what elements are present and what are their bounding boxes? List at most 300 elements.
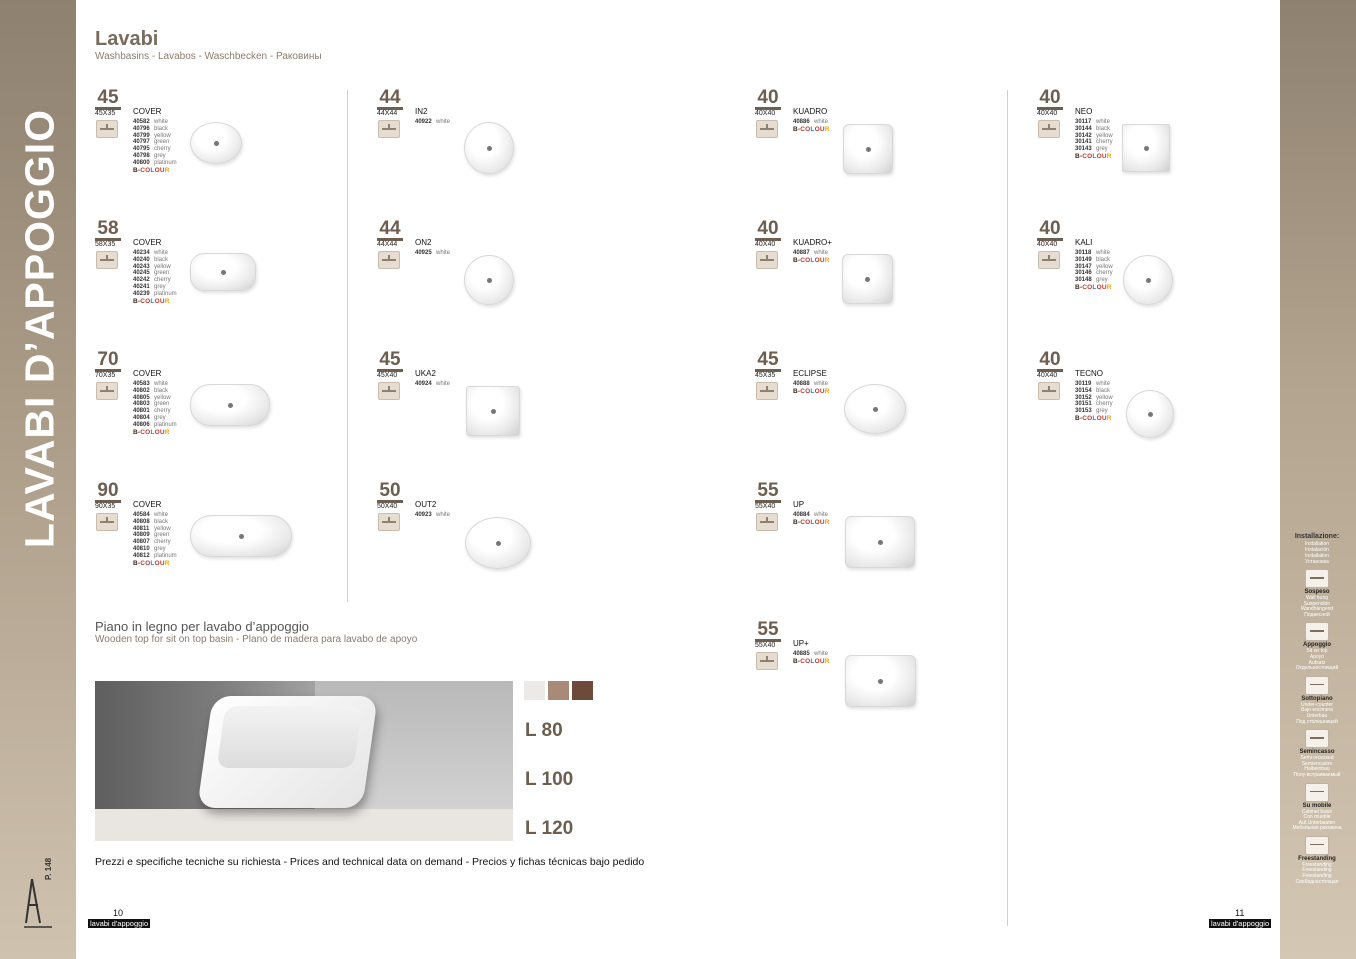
left-sidebar	[0, 0, 76, 959]
installation-subtitle-2: Installation	[1305, 553, 1329, 559]
product-code: 40887	[793, 250, 810, 256]
product-code: 40810	[133, 545, 150, 552]
color-name: white	[814, 381, 829, 387]
color-name: green	[154, 270, 170, 277]
product-code: 40801	[133, 408, 150, 415]
product-size: 40	[1037, 219, 1063, 241]
installation-type-sospeso	[1288, 569, 1346, 618]
product-dimensions: 40X40	[1037, 372, 1058, 379]
product-code: 30154	[1075, 387, 1092, 394]
product-code: 40798	[133, 152, 150, 159]
code-row	[793, 250, 830, 257]
basin-image-in2-44	[464, 122, 514, 174]
color-name: cherry	[1096, 270, 1113, 277]
page-divider	[1007, 90, 1008, 926]
code-row	[133, 408, 177, 415]
installation-name: Appoggio	[1303, 642, 1331, 649]
code-row	[1075, 126, 1113, 133]
color-name: grey	[154, 283, 166, 290]
page-number-right: 11	[1235, 908, 1245, 918]
product-name: UKA2	[415, 369, 436, 378]
footer-label-left: lavabi d'appoggio	[90, 919, 149, 928]
installation-icon	[1305, 729, 1329, 748]
product-code: 40803	[133, 401, 150, 408]
code-row	[133, 257, 177, 264]
sit-on-top-install-icon	[1038, 251, 1060, 269]
product-code: 40795	[133, 146, 150, 153]
product-codes	[415, 119, 450, 126]
product-name: KUADRO	[793, 107, 828, 116]
product-code: 40245	[133, 270, 150, 277]
product-codes	[133, 119, 177, 174]
color-name: white	[154, 512, 169, 518]
code-row	[133, 532, 177, 539]
product-dimensions: 58X35	[95, 241, 116, 248]
b-colour-logo: B-COLOUR	[1075, 283, 1112, 291]
color-name: green	[154, 401, 170, 408]
compass-logo-icon	[22, 875, 56, 931]
product-size: 55	[755, 481, 781, 503]
code-row	[133, 526, 177, 533]
wood-swatch-oak	[548, 681, 569, 700]
b-colour-logo: B-COLOUR	[1075, 152, 1112, 160]
color-name: yellow	[154, 132, 171, 139]
code-row	[1075, 133, 1113, 140]
color-name: white	[1096, 250, 1111, 256]
basin-image-cover-58	[190, 253, 256, 291]
color-name: platinum	[154, 290, 177, 297]
code-row	[133, 153, 177, 160]
product-size: 45	[377, 350, 403, 372]
color-name: grey	[1096, 146, 1108, 153]
installation-translation: Freestanding	[1302, 873, 1332, 880]
color-name: yellow	[1096, 132, 1113, 139]
product-size: 40	[755, 219, 781, 241]
installation-type-sottopiano	[1288, 676, 1346, 725]
code-row	[1075, 250, 1113, 257]
wood-top-subtitle: Wooden top for sit on top basin - Plano de madera para lavabo de apoyo	[95, 634, 418, 645]
basin-image-kuadro-40	[842, 254, 893, 304]
sit-on-top-install-icon	[378, 120, 400, 138]
installation-translation: Con mueble	[1303, 814, 1331, 821]
color-name: yellow	[1096, 263, 1113, 270]
product-size: 90	[95, 481, 121, 503]
pricing-note: Prezzi e specifiche tecniche su richiesta - Prices and technical data on demand - Precios y fichas técnicas bajo pedido	[95, 856, 645, 868]
product-code: 30119	[1075, 381, 1092, 387]
product-name: ECLIPSE	[793, 369, 827, 378]
product-code: 40800	[133, 159, 150, 166]
b-colour-logo: B-COLOUR	[793, 256, 830, 264]
b-colour-logo: B-COLOUR	[133, 297, 170, 305]
product-codes	[1075, 250, 1113, 292]
code-row	[133, 512, 177, 519]
wood-top-title: Piano in legno per lavabo d’appoggio	[95, 619, 309, 634]
b-colour-logo: B-COLOUR	[1075, 414, 1112, 422]
color-name: white	[814, 512, 829, 518]
code-row	[415, 381, 450, 388]
color-name: grey	[154, 414, 166, 421]
product-codes	[133, 512, 177, 567]
product-code: 40802	[133, 387, 150, 394]
installation-name: Semincasso	[1299, 749, 1335, 756]
column-divider	[347, 90, 348, 602]
product-code: 30152	[1075, 394, 1092, 401]
product-code: 40582	[133, 119, 150, 125]
product-code: 40234	[133, 250, 150, 256]
code-row	[1075, 146, 1113, 153]
basin-image-kuadro-40	[843, 124, 893, 174]
sit-on-top-install-icon	[1038, 120, 1060, 138]
product-code: 40807	[133, 539, 150, 546]
code-row	[133, 539, 177, 546]
color-name: white	[154, 381, 169, 387]
installation-type-semincasso	[1288, 729, 1346, 778]
product-code: 30141	[1075, 139, 1092, 146]
product-code: 40584	[133, 512, 150, 518]
installation-translation: Под столешницей	[1296, 718, 1338, 725]
installation-subtitle-3: Установка	[1305, 559, 1329, 565]
color-name: white	[1096, 381, 1111, 387]
color-name: black	[1096, 387, 1111, 394]
installation-translation: Apoyo	[1309, 653, 1325, 660]
product-size: 45	[755, 350, 781, 372]
basin-image-cover-70	[190, 384, 270, 426]
color-name: cherry	[154, 539, 171, 546]
product-code: 40243	[133, 263, 150, 270]
b-colour-logo: B-COLOUR	[793, 518, 830, 526]
product-code: 40242	[133, 277, 150, 284]
b-colour-logo: B-COLOUR	[793, 125, 830, 133]
product-name: UP	[793, 500, 805, 509]
product-size: 44	[377, 219, 403, 241]
color-name: white	[154, 250, 169, 256]
wood-top-photo	[95, 681, 513, 841]
color-name: white	[814, 119, 829, 125]
code-row	[1075, 257, 1113, 264]
sit-on-top-install-icon	[756, 120, 778, 138]
color-name: platinum	[154, 159, 177, 166]
color-name: cherry	[154, 277, 171, 284]
color-name: green	[154, 139, 170, 146]
b-colour-logo: B-COLOUR	[793, 657, 830, 665]
color-name: grey	[1096, 277, 1108, 284]
color-name: white	[814, 250, 829, 256]
code-row	[1075, 381, 1113, 388]
wood-size-80: L 80	[525, 720, 563, 741]
installation-translation: Подвесной	[1304, 611, 1330, 618]
product-name: COVER	[133, 238, 162, 247]
wood-size-120: L 120	[525, 818, 574, 839]
product-dimensions: 40X40	[1037, 241, 1058, 248]
product-code: 40811	[133, 525, 150, 532]
footer-label-right: lavabi d'appoggio	[1211, 919, 1270, 928]
basin-image-neo-40	[1122, 124, 1170, 172]
sit-on-top-install-icon	[378, 382, 400, 400]
product-size: 70	[95, 350, 121, 372]
color-name: black	[1096, 125, 1111, 132]
code-row	[133, 381, 177, 388]
color-name: black	[154, 387, 169, 394]
product-dimensions: 44X44	[377, 241, 398, 248]
installation-name: Su mobile	[1302, 802, 1332, 809]
sit-on-top-install-icon	[1038, 382, 1060, 400]
product-code: 40799	[133, 132, 150, 139]
product-code: 40809	[133, 532, 150, 539]
installation-translation: Aufsatz	[1308, 659, 1326, 666]
product-size: 44	[377, 88, 403, 110]
product-dimensions: 45X35	[755, 372, 776, 379]
product-code: 40888	[793, 381, 810, 387]
code-row	[133, 546, 177, 553]
product-codes	[415, 512, 450, 519]
color-name: grey	[154, 545, 166, 552]
installation-translation: Мебельная раковина	[1292, 825, 1342, 832]
product-code: 40240	[133, 256, 150, 263]
product-codes	[793, 512, 830, 527]
code-row	[133, 401, 177, 408]
sit-on-top-install-icon	[378, 513, 400, 531]
product-size: 40	[1037, 350, 1063, 372]
color-name: platinum	[154, 421, 177, 428]
product-code: 30118	[1075, 250, 1092, 256]
product-code: 40886	[793, 119, 810, 125]
code-row	[133, 277, 177, 284]
installation-subtitle-0: Installation	[1305, 541, 1329, 547]
code-row	[133, 395, 177, 402]
product-code: 40806	[133, 421, 150, 428]
product-code: 30147	[1075, 263, 1092, 270]
sit-on-top-install-icon	[756, 382, 778, 400]
basin-image-up-55	[845, 516, 915, 568]
code-row	[133, 126, 177, 133]
code-row	[415, 119, 450, 126]
color-name: black	[154, 125, 169, 132]
color-name: white	[1096, 119, 1111, 125]
installation-title: Installazione:	[1294, 533, 1340, 540]
code-row	[133, 422, 177, 429]
product-codes	[793, 651, 830, 666]
section-vertical-title: LAVABI D’APPOGGIO	[16, 108, 63, 549]
color-name: green	[154, 532, 170, 539]
code-row	[1075, 277, 1113, 284]
code-row	[1075, 270, 1113, 277]
b-colour-logo: B-COLOUR	[793, 387, 830, 395]
code-row	[133, 388, 177, 395]
code-row	[133, 119, 177, 126]
product-code: 30153	[1075, 408, 1092, 415]
color-name: cherry	[1096, 401, 1113, 408]
product-dimensions: 44X44	[377, 110, 398, 117]
color-name: white	[436, 512, 451, 518]
product-dimensions: 70X35	[95, 372, 116, 379]
product-code: 40923	[415, 512, 432, 518]
code-row	[133, 146, 177, 153]
installation-name: Freestanding	[1298, 855, 1336, 862]
product-codes	[133, 381, 177, 436]
code-row	[415, 250, 450, 257]
product-code: 40808	[133, 518, 150, 525]
code-row	[1075, 139, 1113, 146]
installation-translation: Halbeinbau	[1304, 766, 1330, 773]
basin-image-cover-45	[190, 122, 242, 164]
code-row	[1075, 408, 1113, 415]
page-reference: P. 148	[44, 857, 53, 880]
installation-translation: Свободностоящая	[1295, 878, 1339, 885]
product-codes	[793, 381, 830, 396]
code-row	[133, 415, 177, 422]
product-code: 40812	[133, 552, 150, 559]
installation-translation: Auf Unterbauten	[1298, 819, 1336, 826]
color-name: white	[814, 651, 829, 657]
code-row	[1075, 401, 1113, 408]
product-code: 40241	[133, 283, 150, 290]
code-row	[1075, 264, 1113, 271]
page-number-left: 10	[113, 908, 124, 918]
product-code: 30143	[1075, 146, 1092, 153]
color-name: platinum	[154, 552, 177, 559]
product-name: UP+	[793, 639, 809, 648]
code-row	[1075, 395, 1113, 402]
product-codes	[1075, 381, 1113, 423]
code-row	[133, 553, 177, 560]
page-title: Lavabi	[95, 28, 159, 50]
code-row	[133, 264, 177, 271]
sit-on-top-install-icon	[96, 120, 118, 138]
code-row	[133, 139, 177, 146]
code-row	[133, 160, 177, 167]
product-code: 40925	[415, 250, 432, 256]
basin-image-cover-90	[190, 515, 292, 557]
color-name: yellow	[154, 263, 171, 270]
code-row	[1075, 119, 1113, 126]
product-code: 30146	[1075, 270, 1092, 277]
color-name: black	[1096, 256, 1111, 263]
product-code: 40922	[415, 119, 432, 125]
installation-icon	[1305, 622, 1329, 641]
code-row	[793, 512, 830, 519]
product-name: KALI	[1075, 238, 1093, 247]
product-dimensions: 45X35	[95, 110, 116, 117]
wood-size-100: L 100	[525, 769, 574, 790]
product-code: 40884	[793, 512, 810, 518]
product-dimensions: 40X40	[1037, 110, 1058, 117]
installation-type-freestanding	[1288, 836, 1346, 885]
product-name: ON2	[415, 238, 432, 247]
color-name: yellow	[1096, 394, 1113, 401]
product-name: COVER	[133, 500, 162, 509]
installation-subtitle-1: Instalación	[1305, 547, 1329, 553]
installation-translation: Freestanding	[1302, 867, 1332, 874]
basin-image-eclipse-45	[844, 384, 906, 434]
basin-image-kali-40	[1123, 255, 1173, 305]
installation-icon	[1305, 569, 1329, 588]
code-row	[793, 119, 830, 126]
sit-on-top-install-icon	[756, 251, 778, 269]
product-code: 30148	[1075, 277, 1092, 284]
code-row	[133, 519, 177, 526]
color-name: grey	[1096, 408, 1108, 415]
wood-swatch-walnut	[572, 681, 593, 700]
product-name: TECNO	[1075, 369, 1103, 378]
product-size: 45	[95, 88, 121, 110]
sit-on-top-install-icon	[756, 652, 778, 670]
product-code: 30144	[1075, 125, 1092, 132]
installation-translation: Wandhängend	[1300, 606, 1334, 613]
installation-translation: Suspendido	[1303, 600, 1331, 607]
code-row	[793, 651, 830, 658]
code-row	[133, 250, 177, 257]
product-name: COVER	[133, 107, 162, 116]
product-name: COVER	[133, 369, 162, 378]
product-code: 40796	[133, 125, 150, 132]
sit-on-top-install-icon	[378, 251, 400, 269]
product-size: 58	[95, 219, 121, 241]
sit-on-top-install-icon	[756, 513, 778, 531]
installation-translation: Sit on top	[1306, 648, 1328, 655]
color-name: black	[154, 518, 169, 525]
installation-translation: Under-counter	[1301, 701, 1333, 708]
installation-name: Sospeso	[1304, 589, 1330, 595]
product-dimensions: 50X40	[377, 503, 398, 510]
code-row	[1075, 388, 1113, 395]
product-code: 30142	[1075, 132, 1092, 139]
installation-translation: Unterbau	[1306, 712, 1328, 719]
basin-image-on2-44	[464, 255, 514, 305]
installation-translation: Bajo encimera	[1301, 707, 1333, 714]
product-dimensions: 55X40	[755, 642, 776, 649]
product-dimensions: 40X40	[755, 241, 776, 248]
color-name: white	[436, 381, 451, 387]
product-code: 40239	[133, 290, 150, 297]
color-name: white	[436, 250, 451, 256]
sit-on-top-install-icon	[96, 382, 118, 400]
product-codes	[415, 250, 450, 257]
page-subtitle: Washbasins - Lavabos - Waschbecken - Раковины	[95, 51, 322, 62]
installation-type-appoggio	[1288, 622, 1346, 671]
product-name: IN2	[415, 107, 428, 116]
code-row	[133, 284, 177, 291]
product-size: 55	[755, 620, 781, 642]
b-colour-logo: B-COLOUR	[133, 428, 170, 436]
code-row	[415, 512, 450, 519]
color-name: cherry	[1096, 139, 1113, 146]
product-codes	[1075, 119, 1113, 161]
product-name: NEO	[1075, 107, 1093, 116]
b-colour-logo: B-COLOUR	[133, 559, 170, 567]
product-size: 40	[755, 88, 781, 110]
color-name: white	[436, 119, 451, 125]
product-code: 40804	[133, 414, 150, 421]
installation-translation: Semiencastre	[1301, 760, 1333, 767]
color-name: white	[154, 119, 169, 125]
product-size: 40	[1037, 88, 1063, 110]
installation-icon	[1305, 836, 1329, 855]
wood-swatch-white	[524, 681, 545, 700]
sit-on-top-install-icon	[96, 513, 118, 531]
color-name: cherry	[154, 146, 171, 153]
installation-translation: Полу-встраиваемый	[1293, 771, 1341, 778]
product-dimensions: 45X40	[377, 372, 398, 379]
color-name: yellow	[154, 525, 171, 532]
basin-image-out2-50	[465, 517, 531, 569]
product-code: 30117	[1075, 119, 1092, 125]
product-name: KUADRO+	[793, 238, 832, 247]
installation-name: Sottopiano	[1301, 695, 1333, 702]
color-name: grey	[154, 152, 166, 159]
product-codes	[415, 381, 450, 388]
product-name: OUT2	[415, 500, 437, 509]
product-code: 30149	[1075, 256, 1092, 263]
